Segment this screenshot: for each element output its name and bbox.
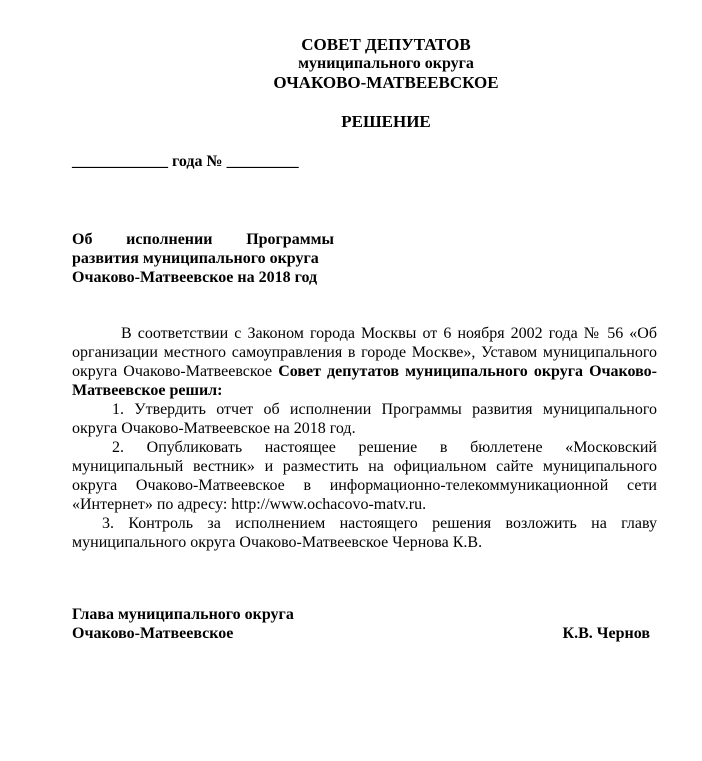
date-number-line: ____________ года № _________	[72, 153, 299, 170]
subject-line-1: Об исполнении Программы	[72, 231, 334, 248]
item-1: 1. Утвердить отчет об исполнении Программы развития муниципального округа Очаково-Матвеевское на 2018 год.	[72, 401, 657, 437]
decision-subject	[72, 230, 334, 287]
decision-body	[72, 324, 657, 552]
decision-title: РЕШЕНИЕ	[341, 112, 431, 131]
signatory-position-line-2: Очаково-Матвеевское	[72, 625, 234, 642]
item-2: 2. Опубликовать настоящее решение в бюллетене «Московский муниципальный вестник» и разместить на официальном сайте муниципального округа Очаково-Матвеевское в информационно-телекоммуникационной сети «Интернет» по адресу: http://www.ochacovo-matv.ru.	[72, 439, 657, 513]
district-label: муниципального округа	[298, 55, 474, 72]
signatory-position-line-1: Глава муниципального округа	[72, 606, 294, 623]
intro-text: В соответствии с Законом города Москвы от 6 ноября 2002 года № 56 «Об организации местного самоуправления в городе Москве», Уставом муниципального округа Очаково-Матвеевское	[72, 325, 657, 380]
subject-line-3: Очаково-Матвеевское на 2018 год	[72, 269, 318, 286]
council-title: СОВЕТ ДЕПУТАТОВ	[301, 35, 471, 54]
district-name: ОЧАКОВО-МАТВЕЕВСКОЕ	[273, 73, 499, 92]
signature-block	[72, 605, 657, 643]
document-header	[0, 35, 702, 92]
item-3: 3. Контроль за исполнением настоящего решения возложить на главу муниципального округа Очаково-Матвеевское Чернова К.В.	[72, 515, 657, 551]
intro-resolution: Совет депутатов муниципального округа Очаково-Матвеевское решил:	[72, 363, 657, 399]
intro-paragraph	[72, 324, 657, 400]
signatory-name: К.В. Чернов	[562, 625, 650, 642]
subject-line-2: развития муниципального округа	[72, 250, 319, 267]
